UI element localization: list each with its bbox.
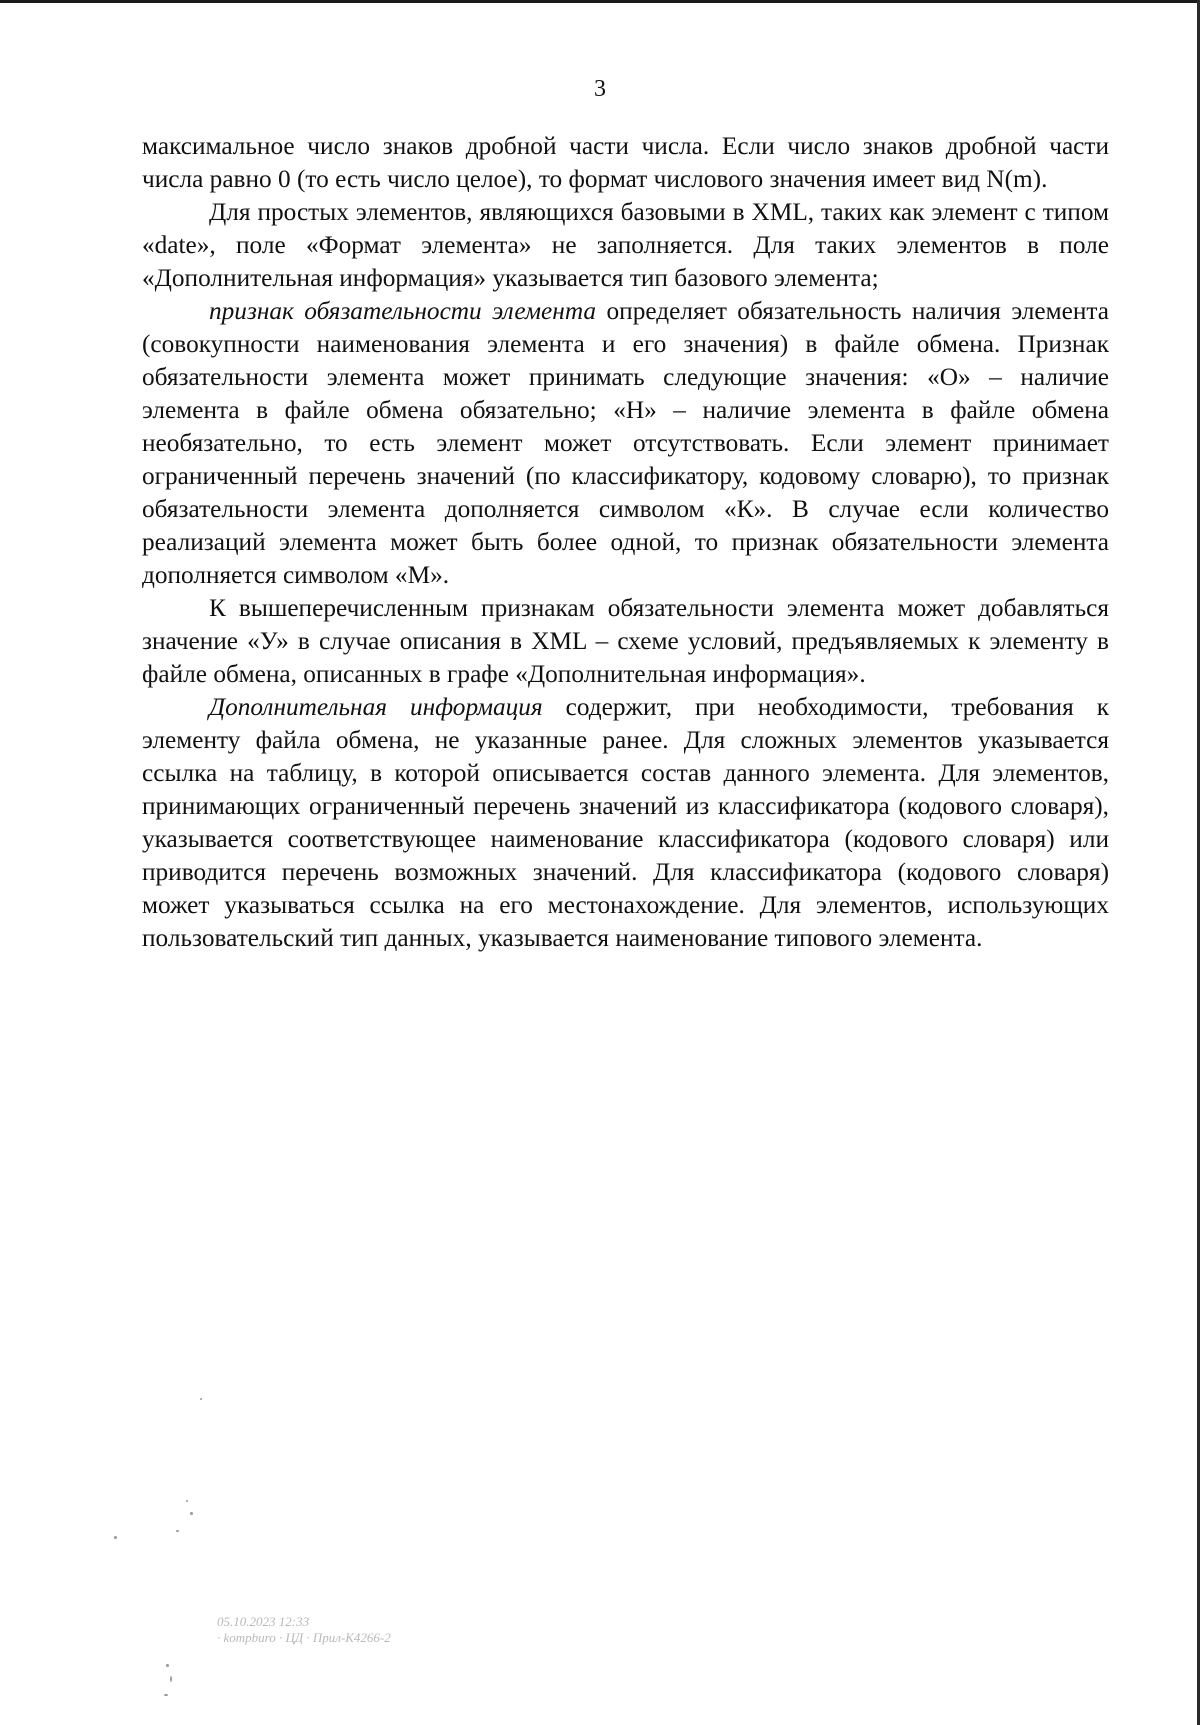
document-body (142, 130, 1109, 955)
paragraph-additional-info-text: содержит, при необходимости, требования к элементу файла обмена, не указанные ранее. Для сложных элементов указывается ссылка на таблицу, в которой описывается состав данного элемента. Для элементов, принимающих ограниченный перечень значений из классификатора (кодового словаря), указывается соответствующее наименование классификатора (кодового словаря) или приводится перечень возможных значений. Для классификатора (кодового словаря) может указываться ссылка на его местонахождение. Для элементов, использующих пользовательский тип данных, указывается наименование типового элемента. (142, 693, 1109, 952)
scan-speck (200, 1398, 202, 1400)
stamp-datetime: 05.10.2023 12:33 (217, 1614, 310, 1629)
page-number: 3 (594, 76, 606, 102)
paragraph-base-elements: Для простых элементов, являющихся базовыми в XML, таких как элемент с типом «date», поле «Формат элемента» не заполняется. Для таких элементов в поле «Дополнительная информация» указывается тип базового элемента; (142, 198, 1109, 292)
paragraph-additional-info (142, 691, 1109, 955)
scan-speck (170, 1676, 172, 1682)
term-mandatory-sign: признак обязательности элемента (209, 297, 597, 325)
scan-speck (176, 1530, 179, 1532)
paragraph-fraction-format: максимальное число знаков дробной части числа. Если число знаков дробной части числа равно 0 (то есть число целое), то формат числового значения имеет вид N(m). (142, 132, 1109, 193)
stamp-reference: · kompburo · ЦД · Прил-К4266-2 (217, 1630, 391, 1645)
scan-speck (164, 1694, 168, 1696)
print-stamp (217, 1614, 391, 1646)
scan-speck (114, 1536, 117, 1539)
scan-speck (186, 1500, 188, 1502)
scan-speck (166, 1664, 169, 1667)
paragraph-mandatory-sign-text: определяет обязательность наличия элемента (совокупности наименования элемента и его значения) в файле обмена. Признак обязательности элемента может принимать следующие значения: «О» – наличие элемента в файле обмена обязательно; «Н» – наличие элемента в файле обмена необязательно, то есть элемент может отсутствовать. Если элемент принимает ограниченный перечень значений (по классификатору, кодовому словарю), то признак обязательности элемента дополняется символом «К». В случае если количество реализаций элемента может быть более одной, то признак обязательности элемента дополняется символом «М». (142, 297, 1109, 589)
paragraph-mandatory-sign (142, 295, 1109, 592)
scan-border-top (0, 0, 1200, 3)
term-additional-info: Дополнительная информация (209, 693, 543, 721)
scan-speck (190, 1512, 193, 1515)
paragraph-condition-value: К вышеперечисленным признакам обязательности элемента может добавляться значение «У» в случае описания в XML – схеме условий, предъявляемых к элементу в файле обмена, описанных в графе «Дополнительная информация». (142, 594, 1109, 688)
